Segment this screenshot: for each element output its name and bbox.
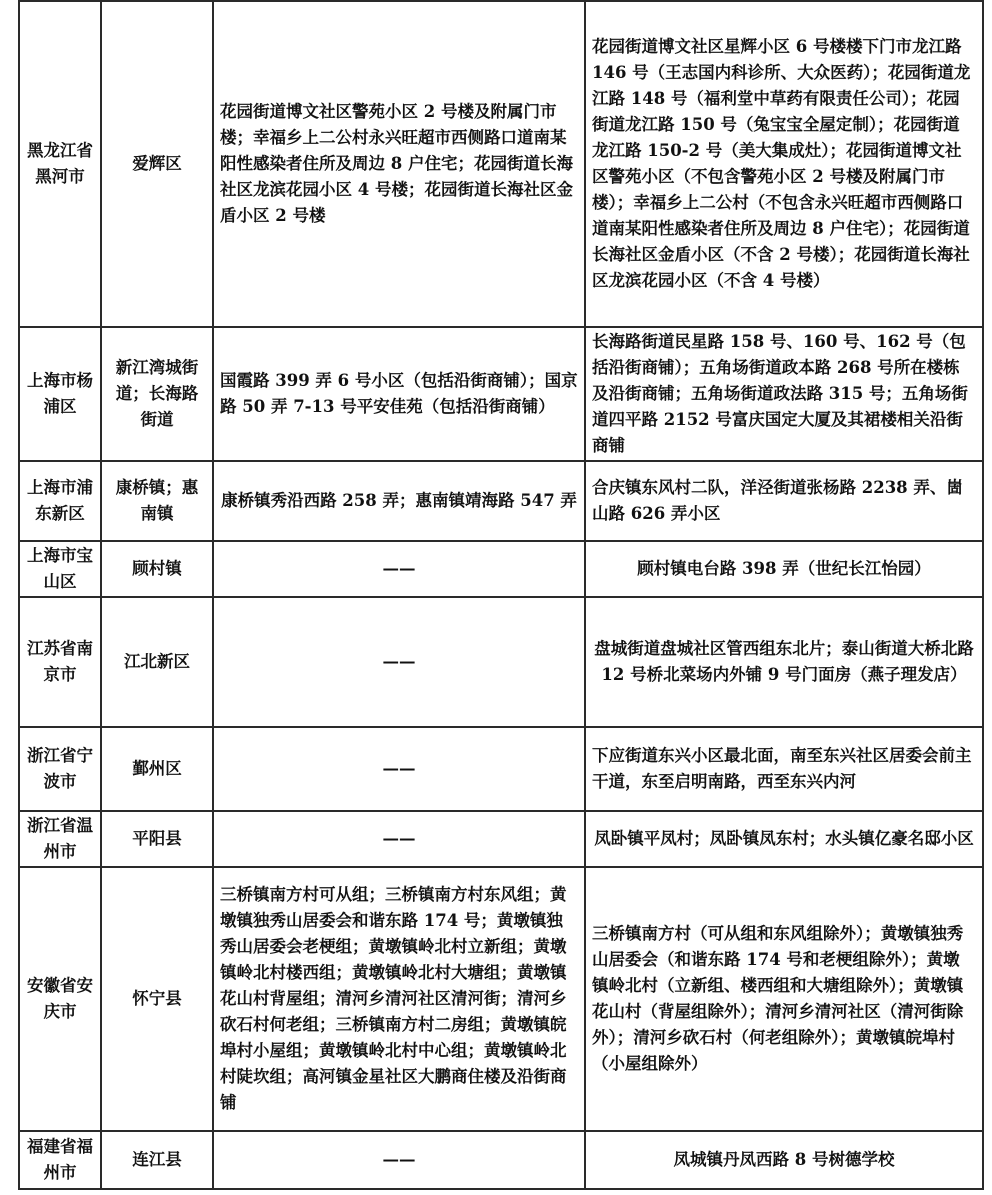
high-risk-cell: 花园街道博文社区警苑小区 2 号楼及附属门市楼；幸福乡上二公村永兴旺超市西侧路口道南某阳性感染者住所及周边 8 户住宅；花园街道长海社区龙滨花园小区 4 号楼；花园街道长海社区金盾小区 2 号楼 xyxy=(213,1,585,327)
risk-area-table xyxy=(18,0,984,1190)
region-cell: 安徽省安庆市 xyxy=(19,867,101,1131)
district-cell: 连江县 xyxy=(101,1131,213,1189)
district-cell: 平阳县 xyxy=(101,811,213,867)
low-risk-cell: 下应街道东兴小区最北面，南至东兴社区居委会前主干道，东至启明南路，西至东兴内河 xyxy=(585,727,983,811)
table-row xyxy=(19,727,983,811)
table-row xyxy=(19,811,983,867)
district-cell: 顾村镇 xyxy=(101,541,213,597)
region-cell: 浙江省宁波市 xyxy=(19,727,101,811)
region-cell: 浙江省温州市 xyxy=(19,811,101,867)
high-risk-cell: —— xyxy=(213,727,585,811)
district-cell: 新江湾城街道；长海路街道 xyxy=(101,327,213,461)
low-risk-cell: 花园街道博文社区星辉小区 6 号楼楼下门市龙江路 146 号（王志国内科诊所、大众医药）；花园街道龙江路 148 号（福利堂中草药有限责任公司）；花园街道龙江路 150 号（兔宝宝全屋定制）；花园街道龙江路 150-2 号（美大集成灶）；花园街道博文社区警苑小区（不包含警苑小区 2 号楼及附属门市楼）；幸福乡上二公村（不包含永兴旺超市西侧路口道南某阳性感染者住所及周边 8 户住宅）；花园街道长海社区金盾小区（不含 2 号楼）；花园街道长海社区龙滨花园小区（不含 4 号楼） xyxy=(585,1,983,327)
high-risk-cell: 国霞路 399 弄 6 号小区（包括沿街商铺）；国京路 50 弄 7-13 号平安佳苑（包括沿街商铺） xyxy=(213,327,585,461)
high-risk-cell: 三桥镇南方村可从组；三桥镇南方村东风组；黄墩镇独秀山居委会和谐东路 174 号；黄墩镇独秀山居委会老梗组；黄墩镇岭北村立新组；黄墩镇岭北村楼西组；黄墩镇岭北村大塘组；黄墩镇花山村背屋组；清河乡清河社区清河街；清河乡砍石村何老组；三桥镇南方村二房组；黄墩镇皖埠村小屋组；黄墩镇岭北村中心组；黄墩镇岭北村陡坎组；高河镇金星社区大鹏商住楼及沿街商铺 xyxy=(213,867,585,1131)
table-row xyxy=(19,1131,983,1189)
low-risk-cell: 盘城街道盘城社区管西组东北片；泰山街道大桥北路 12 号桥北菜场内外铺 9 号门面房（燕子理发店） xyxy=(585,597,983,727)
low-risk-cell: 长海路街道民星路 158 号、160 号、162 号（包括沿街商铺）；五角场街道政本路 268 号所在楼栋及沿街商铺；五角场街道政法路 315 号；五角场街道四平路 2152 号富庆国定大厦及其裙楼相关沿街商铺 xyxy=(585,327,983,461)
region-cell: 黑龙江省黑河市 xyxy=(19,1,101,327)
district-cell: 江北新区 xyxy=(101,597,213,727)
low-risk-cell: 顾村镇电台路 398 弄（世纪长江怡园） xyxy=(585,541,983,597)
table-row xyxy=(19,1,983,327)
district-cell: 怀宁县 xyxy=(101,867,213,1131)
table-row xyxy=(19,597,983,727)
region-cell: 上海市宝山区 xyxy=(19,541,101,597)
high-risk-cell: —— xyxy=(213,1131,585,1189)
district-cell: 康桥镇；惠南镇 xyxy=(101,461,213,541)
high-risk-cell: —— xyxy=(213,811,585,867)
region-cell: 福建省福州市 xyxy=(19,1131,101,1189)
district-cell: 爱辉区 xyxy=(101,1,213,327)
high-risk-cell: 康桥镇秀沿西路 258 弄；惠南镇靖海路 547 弄 xyxy=(213,461,585,541)
low-risk-cell: 合庆镇东风村二队，洋泾街道张杨路 2238 弄、崮山路 626 弄小区 xyxy=(585,461,983,541)
table-row xyxy=(19,541,983,597)
table-row xyxy=(19,867,983,1131)
table-row xyxy=(19,327,983,461)
low-risk-cell: 三桥镇南方村（可从组和东风组除外）；黄墩镇独秀山居委会（和谐东路 174 号和老梗组除外）；黄墩镇岭北村（立新组、楼西组和大塘组除外）；黄墩镇花山村（背屋组除外）；清河乡清河社区（清河街除外）；清河乡砍石村（何老组除外）；黄墩镇皖埠村（小屋组除外） xyxy=(585,867,983,1131)
region-cell: 上海市杨浦区 xyxy=(19,327,101,461)
region-cell: 上海市浦东新区 xyxy=(19,461,101,541)
district-cell: 鄞州区 xyxy=(101,727,213,811)
high-risk-cell: —— xyxy=(213,541,585,597)
region-cell: 江苏省南京市 xyxy=(19,597,101,727)
low-risk-cell: 凤卧镇平凤村；凤卧镇凤东村；水头镇亿豪名邸小区 xyxy=(585,811,983,867)
table-row xyxy=(19,461,983,541)
low-risk-cell: 凤城镇丹凤西路 8 号树德学校 xyxy=(585,1131,983,1189)
high-risk-cell: —— xyxy=(213,597,585,727)
